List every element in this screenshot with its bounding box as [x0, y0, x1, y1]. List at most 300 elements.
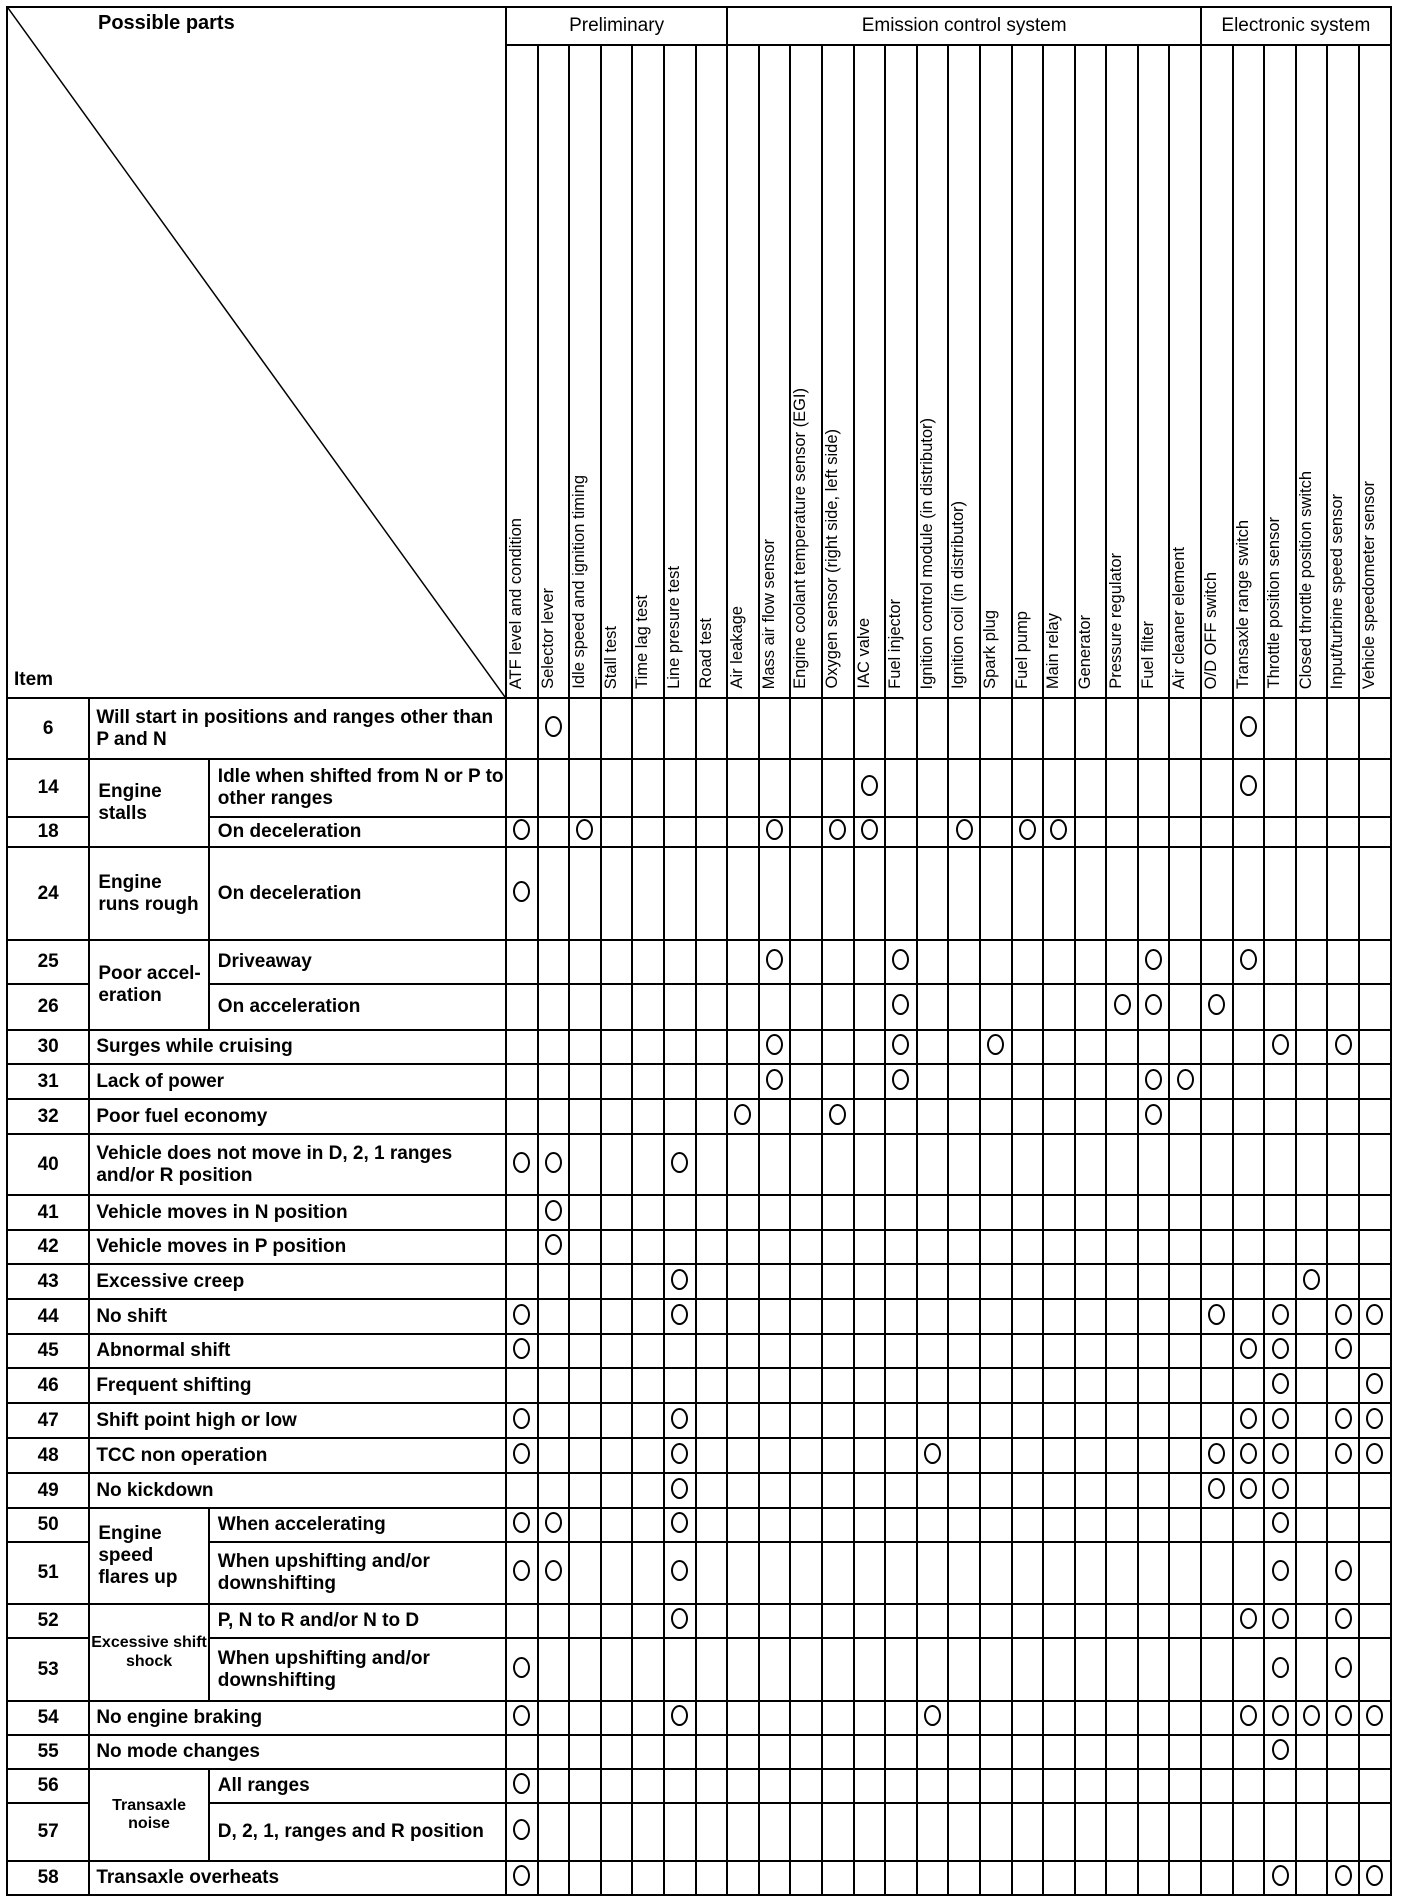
matrix-cell	[506, 1473, 538, 1508]
part-label: Fuel injector	[886, 599, 905, 689]
matrix-cell	[696, 817, 728, 847]
matrix-cell	[1327, 1403, 1359, 1438]
circle-mark-icon	[545, 1152, 562, 1173]
matrix-cell	[917, 1735, 949, 1769]
matrix-cell	[1233, 1542, 1265, 1604]
matrix-cell	[1359, 940, 1391, 984]
matrix-cell	[1138, 1438, 1170, 1473]
matrix-cell	[1296, 1473, 1328, 1508]
part-label: Throttle position sensor	[1265, 517, 1284, 689]
matrix-cell	[1201, 1438, 1233, 1473]
circle-mark-icon	[1335, 1304, 1352, 1325]
matrix-cell	[569, 1701, 601, 1735]
matrix-cell	[1296, 940, 1328, 984]
part-label: Air leakage	[728, 606, 747, 689]
matrix-cell	[601, 1861, 633, 1895]
circle-mark-icon	[513, 1338, 530, 1359]
matrix-cell	[632, 759, 664, 817]
matrix-cell	[696, 1638, 728, 1701]
part-label: Idle speed and ignition timing	[570, 475, 589, 689]
matrix-cell	[854, 759, 886, 817]
matrix-cell	[1233, 1230, 1265, 1264]
matrix-cell	[1296, 1030, 1328, 1064]
symptom-group: Engine runs rough	[89, 847, 208, 940]
circle-mark-icon	[1335, 1034, 1352, 1055]
matrix-cell	[569, 1064, 601, 1099]
matrix-cell	[569, 1264, 601, 1299]
matrix-cell	[1106, 984, 1138, 1030]
item-number: 44	[7, 1299, 89, 1334]
matrix-cell	[601, 940, 633, 984]
matrix-cell	[822, 1064, 854, 1099]
matrix-cell	[1359, 1334, 1391, 1368]
matrix-cell	[1138, 1803, 1170, 1861]
matrix-cell	[854, 1230, 886, 1264]
matrix-cell	[1359, 1508, 1391, 1542]
matrix-cell	[1106, 759, 1138, 817]
matrix-cell	[1169, 1334, 1201, 1368]
matrix-cell	[1106, 1542, 1138, 1604]
matrix-cell	[727, 1638, 759, 1701]
matrix-cell	[917, 1638, 949, 1701]
matrix-cell	[1043, 940, 1075, 984]
matrix-cell	[1201, 1735, 1233, 1769]
matrix-cell	[759, 1508, 791, 1542]
matrix-cell	[506, 847, 538, 940]
item-number: 43	[7, 1264, 89, 1299]
matrix-cell	[1106, 847, 1138, 940]
part-column-header	[538, 45, 570, 698]
matrix-cell	[632, 1299, 664, 1334]
circle-mark-icon	[829, 819, 846, 840]
matrix-cell	[696, 698, 728, 759]
item-number: 40	[7, 1134, 89, 1195]
matrix-cell	[1296, 698, 1328, 759]
matrix-cell	[632, 940, 664, 984]
part-column-header	[1296, 45, 1328, 698]
matrix-cell	[632, 1604, 664, 1638]
matrix-cell	[1296, 1735, 1328, 1769]
matrix-cell	[664, 1438, 696, 1473]
matrix-cell	[696, 1403, 728, 1438]
item-number: 48	[7, 1438, 89, 1473]
matrix-cell	[885, 1230, 917, 1264]
circle-mark-icon	[1303, 1269, 1320, 1290]
matrix-cell	[538, 1735, 570, 1769]
table-row	[7, 698, 1391, 759]
matrix-cell	[538, 1195, 570, 1230]
circle-mark-icon	[1114, 994, 1131, 1015]
matrix-cell	[632, 1099, 664, 1134]
matrix-cell	[1233, 1769, 1265, 1803]
table-row	[7, 1064, 1391, 1099]
matrix-cell	[1296, 1542, 1328, 1604]
item-number: 32	[7, 1099, 89, 1134]
matrix-cell	[601, 1638, 633, 1701]
matrix-cell	[822, 817, 854, 847]
matrix-cell	[569, 1403, 601, 1438]
circle-mark-icon	[1303, 1705, 1320, 1726]
matrix-cell	[1201, 1803, 1233, 1861]
matrix-cell	[632, 1030, 664, 1064]
matrix-cell	[538, 1264, 570, 1299]
matrix-cell	[601, 817, 633, 847]
circle-mark-icon	[1272, 1443, 1289, 1464]
matrix-cell	[1359, 1542, 1391, 1604]
matrix-cell	[980, 759, 1012, 817]
matrix-cell	[569, 1099, 601, 1134]
matrix-cell	[1106, 1230, 1138, 1264]
matrix-cell	[1043, 1438, 1075, 1473]
circle-mark-icon	[513, 1819, 530, 1840]
matrix-cell	[1327, 1230, 1359, 1264]
matrix-cell	[854, 1368, 886, 1403]
part-column-header	[854, 45, 886, 698]
matrix-cell	[601, 1803, 633, 1861]
part-label: Input/turbine speed sensor	[1328, 493, 1347, 689]
diagnostic-matrix	[6, 6, 1392, 1896]
matrix-cell	[1169, 1264, 1201, 1299]
symptom-label: No mode changes	[89, 1735, 506, 1769]
matrix-cell	[980, 1735, 1012, 1769]
matrix-cell	[948, 1542, 980, 1604]
circle-mark-icon	[1145, 1104, 1162, 1125]
matrix-cell	[1138, 1064, 1170, 1099]
matrix-cell	[917, 698, 949, 759]
circle-mark-icon	[892, 994, 909, 1015]
matrix-cell	[1169, 1403, 1201, 1438]
matrix-cell	[759, 1334, 791, 1368]
group-header: Preliminary	[506, 7, 727, 45]
matrix-cell	[1106, 1030, 1138, 1064]
circle-mark-icon	[766, 1034, 783, 1055]
matrix-cell	[1201, 1030, 1233, 1064]
matrix-cell	[1075, 1638, 1107, 1701]
part-label: Ignition control module (in distributor)	[917, 417, 936, 689]
matrix-cell	[1138, 1638, 1170, 1701]
matrix-cell	[1201, 1769, 1233, 1803]
matrix-cell	[538, 1134, 570, 1195]
matrix-cell	[1043, 1638, 1075, 1701]
part-label: ATF level and condition	[507, 517, 525, 689]
matrix-cell	[727, 1803, 759, 1861]
matrix-cell	[1043, 1030, 1075, 1064]
matrix-cell	[1233, 1064, 1265, 1099]
matrix-cell	[696, 847, 728, 940]
symptom-condition: When upshifting and/or downshifting	[209, 1638, 506, 1701]
circle-mark-icon	[1366, 1304, 1383, 1325]
matrix-cell	[822, 759, 854, 817]
matrix-cell	[1075, 1099, 1107, 1134]
matrix-cell	[1075, 1195, 1107, 1230]
matrix-cell	[1138, 1134, 1170, 1195]
matrix-cell	[822, 1861, 854, 1895]
circle-mark-icon	[1272, 1657, 1289, 1678]
symptom-label: No kickdown	[89, 1473, 506, 1508]
matrix-cell	[1075, 1230, 1107, 1264]
matrix-cell	[1106, 1638, 1138, 1701]
symptom-label: Abnormal shift	[89, 1334, 506, 1368]
circle-mark-icon	[513, 1865, 530, 1886]
matrix-cell	[1138, 759, 1170, 817]
matrix-cell	[1012, 1803, 1044, 1861]
matrix-cell	[759, 1230, 791, 1264]
possible-parts-heading: Possible parts	[98, 12, 235, 34]
matrix-cell	[1138, 1701, 1170, 1735]
matrix-cell	[980, 1299, 1012, 1334]
matrix-cell	[664, 1030, 696, 1064]
symptom-condition: P, N to R and/or N to D	[209, 1604, 506, 1638]
circle-mark-icon	[545, 1560, 562, 1581]
matrix-cell	[822, 1368, 854, 1403]
matrix-cell	[1264, 1134, 1296, 1195]
matrix-cell	[822, 698, 854, 759]
matrix-cell	[569, 1334, 601, 1368]
matrix-cell	[727, 1403, 759, 1438]
table-row	[7, 1438, 1391, 1473]
matrix-cell	[790, 940, 822, 984]
matrix-cell	[1359, 1473, 1391, 1508]
matrix-cell	[632, 1334, 664, 1368]
matrix-cell	[1201, 1542, 1233, 1604]
matrix-cell	[948, 1064, 980, 1099]
matrix-cell	[1075, 1438, 1107, 1473]
symptom-condition: D, 2, 1, ranges and R position	[209, 1803, 506, 1861]
matrix-cell	[727, 1195, 759, 1230]
item-number: 53	[7, 1638, 89, 1701]
matrix-cell	[727, 698, 759, 759]
matrix-cell	[885, 1769, 917, 1803]
matrix-cell	[790, 1403, 822, 1438]
symptom-condition: All ranges	[209, 1769, 506, 1803]
item-number: 41	[7, 1195, 89, 1230]
matrix-cell	[885, 1473, 917, 1508]
part-label: O/D OFF switch	[1202, 571, 1221, 689]
matrix-cell	[1106, 1334, 1138, 1368]
matrix-cell	[601, 1299, 633, 1334]
matrix-cell	[948, 1134, 980, 1195]
matrix-cell	[1138, 1299, 1170, 1334]
matrix-cell	[948, 984, 980, 1030]
matrix-cell	[506, 1638, 538, 1701]
matrix-cell	[1264, 1604, 1296, 1638]
matrix-cell	[854, 1769, 886, 1803]
part-column-header	[632, 45, 664, 698]
matrix-cell	[506, 1403, 538, 1438]
matrix-cell	[1359, 847, 1391, 940]
matrix-cell	[1327, 1861, 1359, 1895]
matrix-cell	[601, 1735, 633, 1769]
matrix-cell	[917, 1861, 949, 1895]
matrix-cell	[1043, 984, 1075, 1030]
matrix-cell	[569, 1542, 601, 1604]
matrix-cell	[1264, 817, 1296, 847]
matrix-cell	[506, 1861, 538, 1895]
circle-mark-icon	[1366, 1705, 1383, 1726]
matrix-cell	[1233, 698, 1265, 759]
part-column-header	[1169, 45, 1201, 698]
matrix-cell	[790, 1701, 822, 1735]
matrix-cell	[1296, 1230, 1328, 1264]
matrix-cell	[854, 1099, 886, 1134]
matrix-cell	[1233, 1299, 1265, 1334]
matrix-cell	[538, 1861, 570, 1895]
circle-mark-icon	[766, 1069, 783, 1090]
matrix-cell	[696, 1064, 728, 1099]
matrix-cell	[790, 1195, 822, 1230]
matrix-cell	[632, 984, 664, 1030]
matrix-cell	[696, 984, 728, 1030]
matrix-cell	[506, 1701, 538, 1735]
part-column-header	[822, 45, 854, 698]
matrix-cell	[664, 847, 696, 940]
part-column-header	[664, 45, 696, 698]
matrix-cell	[538, 1508, 570, 1542]
matrix-cell	[632, 1438, 664, 1473]
symptom-label: Surges while cruising	[89, 1030, 506, 1064]
matrix-cell	[727, 817, 759, 847]
circle-mark-icon	[829, 1104, 846, 1125]
matrix-cell	[1327, 1604, 1359, 1638]
matrix-cell	[632, 1735, 664, 1769]
item-number: 56	[7, 1769, 89, 1803]
matrix-cell	[696, 1368, 728, 1403]
matrix-cell	[696, 759, 728, 817]
matrix-cell	[980, 1230, 1012, 1264]
symptom-label: No shift	[89, 1299, 506, 1334]
matrix-cell	[664, 1604, 696, 1638]
matrix-cell	[696, 1334, 728, 1368]
matrix-cell	[790, 1769, 822, 1803]
part-label: Fuel filter	[1138, 621, 1157, 689]
part-label: IAC valve	[854, 618, 873, 689]
matrix-cell	[1012, 1099, 1044, 1134]
matrix-cell	[1201, 1604, 1233, 1638]
matrix-cell	[1075, 1508, 1107, 1542]
matrix-cell	[1012, 698, 1044, 759]
circle-mark-icon	[1272, 1304, 1289, 1325]
item-number: 55	[7, 1735, 89, 1769]
part-label: Oxygen sensor (right side, left side)	[822, 429, 841, 689]
matrix-cell	[506, 1299, 538, 1334]
symptom-condition: On deceleration	[209, 847, 506, 940]
matrix-cell	[790, 1438, 822, 1473]
matrix-cell	[1201, 1299, 1233, 1334]
matrix-cell	[601, 1195, 633, 1230]
part-label: Generator	[1075, 614, 1094, 689]
matrix-cell	[538, 1403, 570, 1438]
matrix-cell	[1233, 1334, 1265, 1368]
matrix-cell	[696, 1701, 728, 1735]
matrix-cell	[1233, 1508, 1265, 1542]
matrix-cell	[569, 1195, 601, 1230]
matrix-cell	[696, 1438, 728, 1473]
circle-mark-icon	[671, 1608, 688, 1629]
part-column-header	[727, 45, 759, 698]
matrix-cell	[980, 1701, 1012, 1735]
matrix-cell	[1012, 1604, 1044, 1638]
matrix-cell	[1012, 1701, 1044, 1735]
matrix-cell	[1359, 1134, 1391, 1195]
matrix-cell	[1169, 698, 1201, 759]
matrix-cell	[664, 1099, 696, 1134]
matrix-cell	[1296, 1195, 1328, 1230]
circle-mark-icon	[1272, 1338, 1289, 1359]
matrix-cell	[1043, 1604, 1075, 1638]
matrix-cell	[1138, 1099, 1170, 1134]
matrix-cell	[632, 1195, 664, 1230]
matrix-cell	[885, 1438, 917, 1473]
matrix-cell	[1233, 759, 1265, 817]
matrix-cell	[1359, 1604, 1391, 1638]
item-number: 50	[7, 1508, 89, 1542]
matrix-cell	[1106, 1508, 1138, 1542]
matrix-cell	[917, 1230, 949, 1264]
matrix-cell	[538, 1064, 570, 1099]
matrix-cell	[1169, 1299, 1201, 1334]
matrix-cell	[538, 759, 570, 817]
matrix-cell	[1169, 1701, 1201, 1735]
matrix-cell	[632, 817, 664, 847]
matrix-cell	[1327, 1473, 1359, 1508]
matrix-cell	[506, 1264, 538, 1299]
matrix-cell	[1201, 1134, 1233, 1195]
matrix-cell	[917, 1769, 949, 1803]
matrix-cell	[506, 1230, 538, 1264]
matrix-cell	[790, 1334, 822, 1368]
matrix-cell	[601, 1368, 633, 1403]
matrix-cell	[632, 1368, 664, 1403]
matrix-cell	[727, 1508, 759, 1542]
circle-mark-icon	[1272, 1705, 1289, 1726]
symptom-group: Transaxle noise	[89, 1769, 208, 1861]
table-row	[7, 759, 1391, 817]
matrix-cell	[1106, 1134, 1138, 1195]
circle-mark-icon	[734, 1104, 751, 1125]
matrix-cell	[885, 1195, 917, 1230]
part-label: Vehicle speedometer sensor	[1360, 480, 1379, 689]
matrix-cell	[1233, 817, 1265, 847]
matrix-cell	[854, 1861, 886, 1895]
matrix-cell	[948, 1701, 980, 1735]
matrix-cell	[1359, 1403, 1391, 1438]
item-number: 24	[7, 847, 89, 940]
table-row	[7, 1099, 1391, 1134]
matrix-cell	[506, 1368, 538, 1403]
matrix-cell	[569, 1803, 601, 1861]
matrix-cell	[1012, 984, 1044, 1030]
table-row	[7, 1542, 1391, 1604]
matrix-cell	[569, 698, 601, 759]
matrix-cell	[696, 1542, 728, 1604]
matrix-cell	[1264, 1299, 1296, 1334]
matrix-cell	[1327, 1438, 1359, 1473]
matrix-cell	[727, 759, 759, 817]
matrix-cell	[759, 1264, 791, 1299]
matrix-cell	[1264, 1861, 1296, 1895]
matrix-cell	[948, 1638, 980, 1701]
part-label: Pressure regulator	[1107, 553, 1126, 689]
matrix-cell	[885, 1542, 917, 1604]
matrix-cell	[1359, 1099, 1391, 1134]
matrix-cell	[854, 940, 886, 984]
table-row	[7, 1604, 1391, 1638]
circle-mark-icon	[1335, 1338, 1352, 1359]
matrix-cell	[1233, 1368, 1265, 1403]
matrix-cell	[980, 698, 1012, 759]
circle-mark-icon	[1272, 1608, 1289, 1629]
matrix-cell	[1359, 1861, 1391, 1895]
